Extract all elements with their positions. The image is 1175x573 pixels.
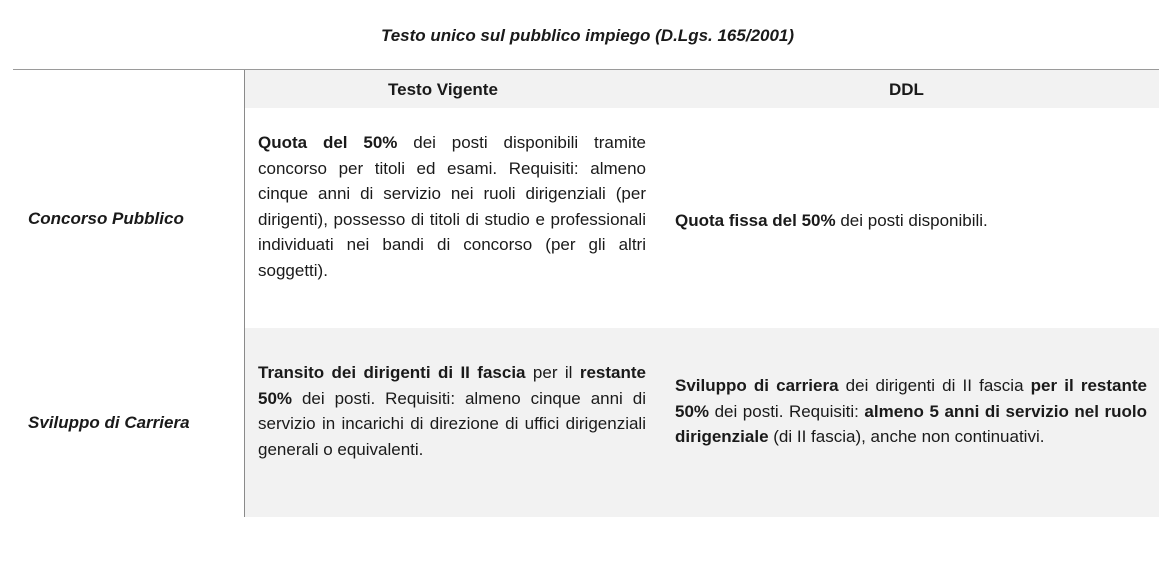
cell-concorso-vigente: Quota del 50% dei posti disponibili tramite concorso per titoli ed esami. Requisiti: almeno cinque anni di servizio nei ruoli dirigenziali (per dirigenti), possesso di titoli di studio e professionali individuati nei bandi di concorso (per gli altri soggetti). bbox=[258, 133, 646, 280]
column-divider bbox=[244, 70, 245, 517]
column-header-vigente: Testo Vigente bbox=[388, 80, 498, 99]
cell-carriera-vigente: Transito dei dirigenti di II fascia per il restante 50% dei posti. Requisiti: almeno cinque anni di servizio in incarichi di direzione di uffici dirigenziali generali o equivalenti. bbox=[258, 363, 646, 459]
header-band bbox=[245, 70, 1159, 108]
cell-carriera-ddl: Sviluppo di carriera dei dirigenti di II fascia per il restante 50% dei posti. Requisiti: almeno 5 anni di servizio nel ruolo dirigenziale (di II fascia), anche non continuativi. bbox=[675, 376, 1147, 447]
column-header-ddl: DDL bbox=[889, 80, 924, 99]
row-label-carriera: Sviluppo di Carriera bbox=[28, 413, 190, 432]
table-title: Testo unico sul pubblico impiego (D.Lgs. 165/2001) bbox=[380, 26, 795, 45]
row-label-concorso: Concorso Pubblico bbox=[28, 209, 184, 228]
cell-concorso-ddl: Quota fissa del 50% dei posti disponibili. bbox=[675, 211, 988, 230]
